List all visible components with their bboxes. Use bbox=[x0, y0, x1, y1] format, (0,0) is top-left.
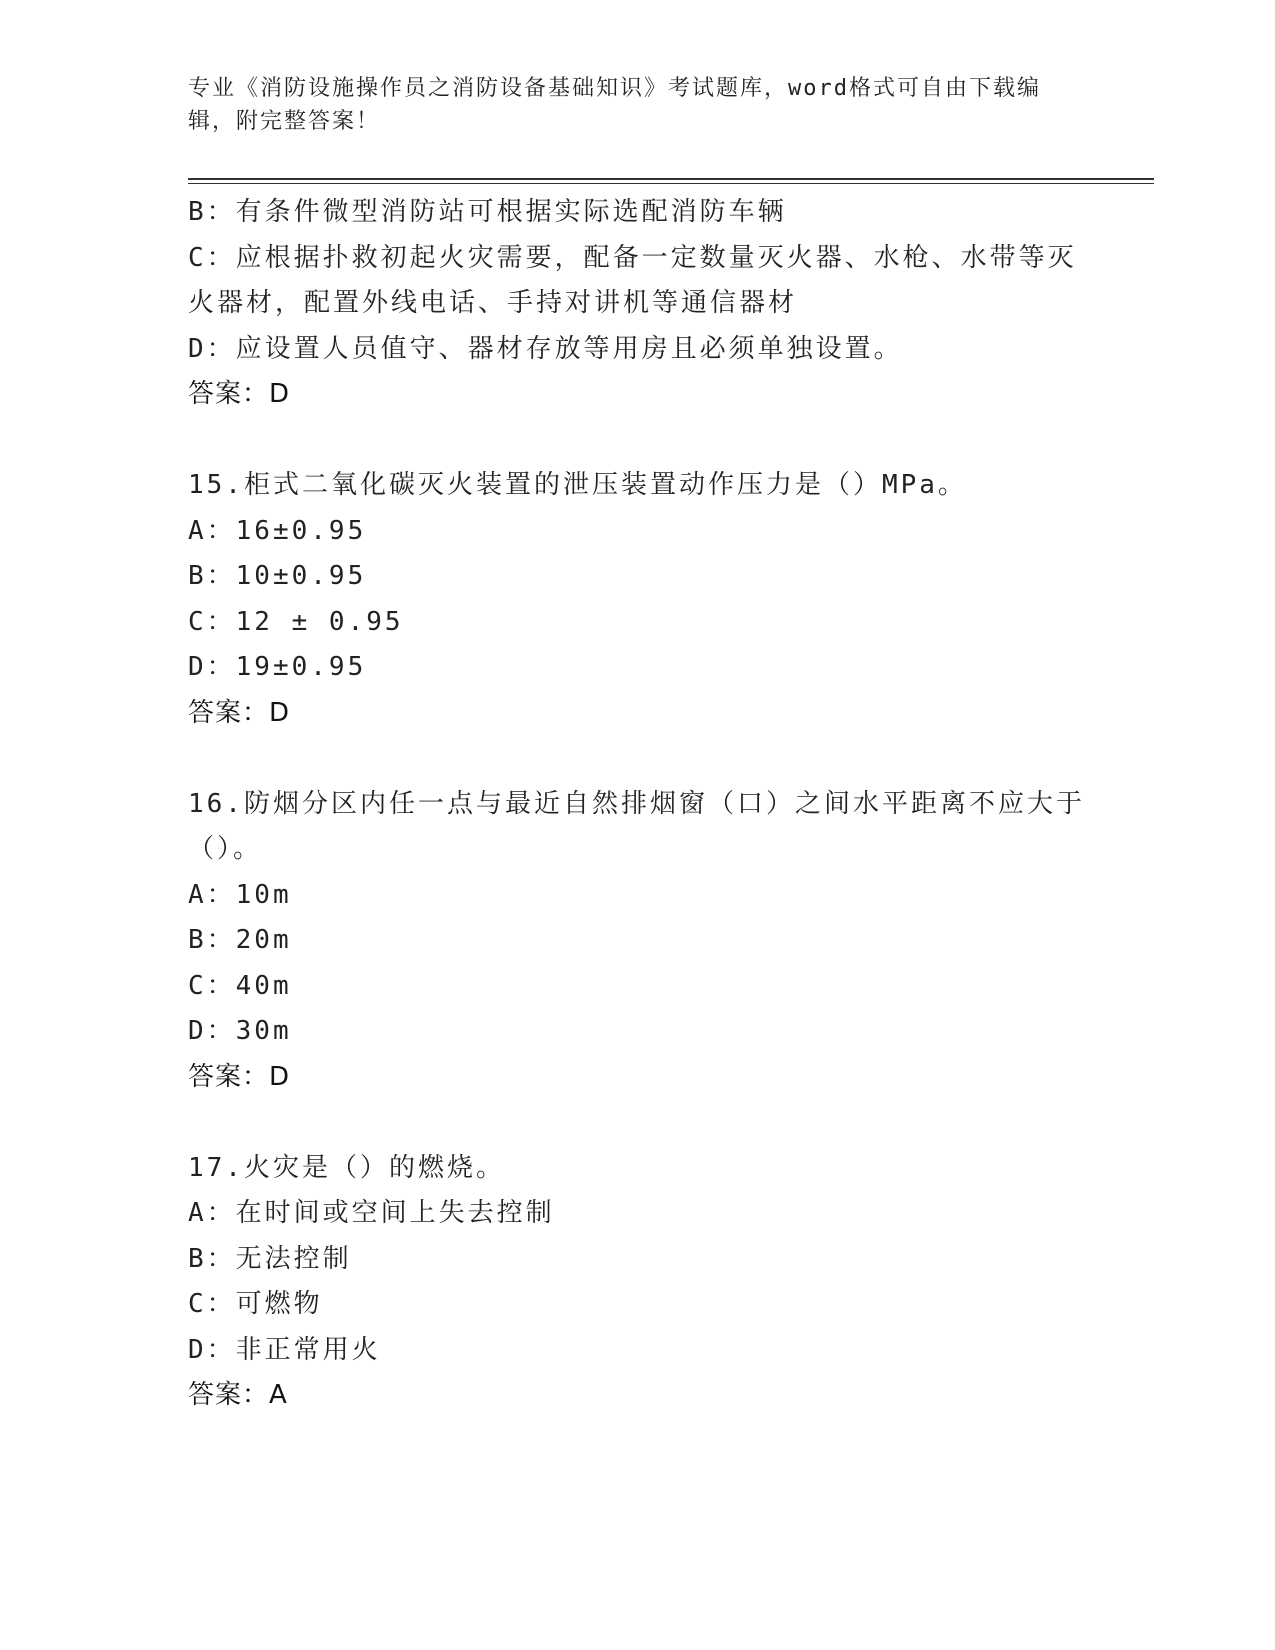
question-14-continuation bbox=[188, 190, 1088, 418]
question-stem: 17.火灾是（）的燃烧。 bbox=[188, 1152, 505, 1183]
answer: 答案：A bbox=[188, 1380, 288, 1410]
question-list bbox=[188, 190, 1088, 1419]
option-c: C：40m bbox=[188, 970, 292, 1001]
answer: 答案：D bbox=[188, 1061, 291, 1092]
answer: 答案：D bbox=[188, 697, 291, 728]
question-stem-line-1: 16.防烟分区内任一点与最近自然排烟窗（口）之间水平距离不应大于 bbox=[188, 788, 1085, 819]
spacer bbox=[188, 736, 1088, 782]
spacer bbox=[188, 418, 1088, 464]
spacer bbox=[188, 1100, 1088, 1146]
option-c-line-1: C：应根据扑救初起火灾需要，配备一定数量灭火器、水枪、水带等灭 bbox=[188, 242, 1077, 273]
option-d: D：应设置人员值守、器材存放等用房且必须单独设置。 bbox=[188, 333, 903, 364]
option-b: B：有条件微型消防站可根据实际选配消防车辆 bbox=[188, 197, 787, 227]
option-d: D：30m bbox=[188, 1016, 292, 1046]
option-d: D：19±0.95 bbox=[188, 652, 367, 682]
option-c-line-2: 火器材，配置外线电话、手持对讲机等通信器材 bbox=[188, 288, 798, 318]
answer: 答案：D bbox=[188, 379, 291, 409]
header-line-2: 辑，附完整答案！ bbox=[188, 109, 381, 134]
option-b: B：无法控制 bbox=[188, 1243, 352, 1274]
option-c: C：可燃物 bbox=[188, 1289, 323, 1319]
header-divider-thin bbox=[188, 183, 1154, 184]
option-d: D：非正常用火 bbox=[188, 1334, 381, 1365]
question-15 bbox=[188, 463, 1088, 736]
option-a: A：16±0.95 bbox=[188, 515, 367, 546]
option-a: A：10m bbox=[188, 879, 292, 910]
option-c: C：12 ± 0.95 bbox=[188, 606, 404, 637]
option-b: B：20m bbox=[188, 925, 292, 955]
header-line-1: 专业《消防设施操作员之消防设备基础知识》考试题库，word格式可自由下载编 bbox=[188, 76, 1041, 101]
question-stem: 15.柜式二氧化碳灭火装置的泄压装置动作压力是（）MPa。 bbox=[188, 470, 967, 500]
question-16 bbox=[188, 782, 1088, 1101]
document-header bbox=[188, 72, 1068, 138]
question-stem-line-2: （）。 bbox=[188, 834, 263, 864]
header-divider-thick bbox=[188, 178, 1154, 180]
question-17 bbox=[188, 1146, 1088, 1419]
option-b: B：10±0.95 bbox=[188, 561, 367, 591]
option-a: A：在时间或空间上失去控制 bbox=[188, 1198, 555, 1228]
